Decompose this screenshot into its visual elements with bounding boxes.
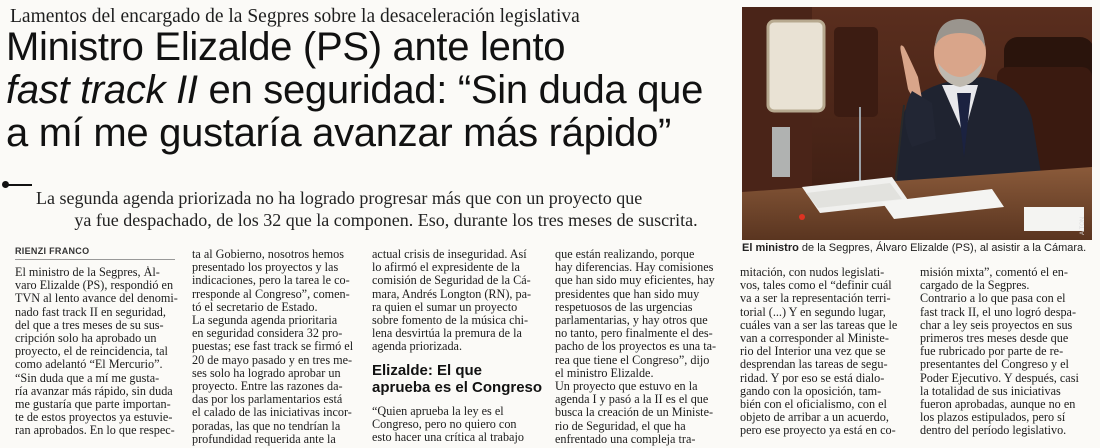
text-line: Congreso, pero no quiero con — [372, 417, 517, 431]
body-column-2 — [192, 248, 355, 446]
body-column-1 — [15, 266, 178, 438]
text-line: La segunda agenda prioritaria — [192, 314, 338, 328]
text-line: agenda priorizada. — [372, 340, 463, 354]
text-line: das por los parlamentarios está — [192, 393, 343, 407]
text-line: proyecto. Entre las razones da- — [192, 380, 343, 394]
headline-line-2-rest: en seguridad: “Sin duda que — [197, 68, 704, 112]
caption-text: de la Segpres, Álvaro Elizalde (PS), al asistir a la Cámara. — [798, 242, 1087, 254]
text-line: ría avanzar más rápido, sin duda — [15, 384, 173, 398]
text-line: poradas, las que no tendrían la — [192, 419, 341, 433]
text-line: puestas; ese fast track se firmó el — [192, 340, 354, 354]
lead-line-2: ya fue despachado, de los 32 que la componen. Eso, durante los tres meses de suscrita. — [74, 210, 698, 230]
headline-italic-term: fast track II — [6, 68, 198, 112]
photo-caption — [742, 242, 1092, 255]
headline-line-3: a mí me gustaría avanzar más rápido” — [6, 111, 672, 155]
text-line: lo afirmó el expresidente de la — [372, 261, 520, 275]
text-line: va a ser la representación terri- — [740, 292, 891, 306]
text-line: van a corresponder al Ministe- — [740, 332, 889, 346]
text-line: profundidad requerida ante la — [192, 432, 336, 446]
text-line: TVN al lento avance del denomi- — [15, 292, 178, 306]
text-line: ran aprobados. En lo que respec- — [15, 424, 175, 438]
lead-line-1: La segunda agenda priorizada no ha logrado progresar más que con un proyecto que — [36, 188, 643, 208]
column-3-bottom — [372, 405, 542, 445]
text-line: no tanto, pero finalmente el des- — [555, 327, 713, 341]
text-line: enfrentado una compleja tra- — [555, 432, 696, 446]
subhead-line-2: aprueba es el Congreso — [372, 378, 542, 396]
text-line: los plazos estipulados, pero sí — [920, 411, 1066, 425]
body-column-4 — [555, 248, 718, 446]
headline-line-1: Ministro Elizalde (PS) ante lento — [6, 25, 566, 69]
text-line: ridad. Y por eso se está dialo- — [740, 371, 885, 385]
text-line: actual crisis de inseguridad. Así — [372, 248, 527, 261]
text-line: “Quien aprueba la ley es el — [372, 404, 504, 418]
article-headline — [6, 26, 736, 155]
headline-line-2 — [6, 69, 736, 112]
text-line: fueron aprobadas, aunque no en — [920, 398, 1076, 412]
photo-illustration — [742, 7, 1092, 240]
text-line: el ministro Elizalde. — [555, 366, 654, 380]
text-line: vos, tales como el “definir cuál — [740, 279, 892, 293]
text-line: dentro del período legislativo. — [920, 424, 1067, 438]
text-line: en seguridad considera 32 pro- — [192, 327, 343, 341]
photo-credit: A.TON — [1080, 216, 1086, 235]
text-line: El ministro de la Segpres, Ál- — [15, 266, 160, 279]
text-line: mitación, con nudos legislati- — [740, 266, 885, 279]
text-line: cargado de la Segpres. — [920, 279, 1030, 293]
text-line: Contrario a lo que pasa con el — [920, 292, 1066, 306]
text-line: busca la creación de un Ministe- — [555, 406, 714, 420]
body-column-6 — [920, 266, 1083, 438]
text-line: proyecto, el de reincidencia, tal — [15, 345, 168, 359]
text-line: pacho de los proyectos es una ta- — [555, 340, 717, 354]
text-line: que han sido muy eficientes, hay — [555, 274, 715, 288]
text-line: objeto de arribar a un acuerdo, — [740, 411, 889, 425]
text-line: tó el secretario de Estado. — [192, 300, 318, 314]
text-line: rio de Seguridad, el que ha — [555, 419, 686, 433]
text-line: presidentes que han sido muy — [555, 287, 700, 301]
text-line: torial (...) Y en segundo lugar, — [740, 305, 886, 319]
byline: RIENZI FRANCO — [15, 246, 90, 256]
text-line: rresponde al Congreso”, comen- — [192, 287, 350, 301]
subhead-line-1: Elizalde: El que — [372, 361, 483, 379]
text-line: cripción solo ha aprobado un — [15, 332, 157, 346]
text-line: indicaciones, pero la tarea le co- — [192, 274, 350, 288]
text-line: desprendan las tareas de segu- — [740, 358, 888, 372]
text-line: mara, Andrés Longton (RN), pa- — [372, 287, 532, 301]
text-line: agenda I y pasó a la II es el que — [555, 393, 709, 407]
text-line: sobre fomento de la música chi- — [372, 314, 529, 328]
text-line: del que a tres meses de su sus- — [15, 318, 164, 332]
article-lead — [36, 187, 736, 231]
text-line: nado fast track II en seguridad, — [15, 305, 166, 319]
column-3-top — [372, 248, 542, 354]
article-photo — [742, 7, 1092, 240]
text-line: Un proyecto que estuvo en la — [555, 380, 698, 394]
text-line: rio del Interior una vez que se — [740, 345, 886, 359]
text-line: lena desvirtúa la premura de la — [372, 327, 522, 341]
text-line: fast track II, el uno logró despa- — [920, 305, 1077, 319]
text-line: rea que tiene el Congreso”, dijo — [555, 353, 710, 367]
body-column-3 — [372, 248, 542, 444]
text-line: misión mixta”, comentó el en- — [920, 266, 1068, 279]
section-subhead — [372, 362, 542, 396]
text-line: bién con el oficialismo, con el — [740, 398, 887, 412]
text-line: “Sin duda que a mí me gusta- — [15, 371, 160, 385]
text-line: ta al Gobierno, nosotros hemos — [192, 248, 344, 261]
text-line: ra quien el sumar un proyecto — [372, 300, 518, 314]
text-line: presentado los proyectos y las — [192, 261, 339, 275]
text-line: esto hacer una crítica al trabajo — [372, 431, 524, 445]
text-line: 20 de mayo pasado y en tres me- — [192, 353, 353, 367]
text-line: presentantes del Congreso y el — [920, 358, 1069, 372]
text-line: comisión de Seguridad de la Cá- — [372, 274, 531, 288]
text-line: la totalidad de sus iniciativas — [920, 384, 1061, 398]
text-line: primeros tres meses desde que — [920, 332, 1069, 346]
text-line: que están realizando, porque — [555, 248, 695, 261]
text-line: te de estos proyectos ya estuvie- — [15, 411, 173, 425]
text-line: parlamentarias, y hay otros que — [555, 314, 708, 328]
text-line: gando con la oposición, tam- — [740, 384, 882, 398]
byline-divider — [15, 259, 175, 260]
text-line: respetuosos de las urgencias — [555, 300, 693, 314]
text-line: hay diferencias. Hay comisiones — [555, 261, 714, 275]
lead-bullet-icon — [4, 184, 32, 186]
text-line: char a ley seis proyectos en sus — [920, 318, 1073, 332]
article-kicker: Lamentos del encargado de la Segpres sobre la desaceleración legislativa — [10, 6, 580, 27]
text-line: el calado de las iniciativas incor- — [192, 406, 352, 420]
text-line: varo Elizalde (PS), respondió en — [15, 279, 174, 293]
text-line: Poder Ejecutivo. Y después, casi — [920, 371, 1079, 385]
text-line: me gustaría que parte importan- — [15, 398, 171, 412]
caption-bold: El ministro — [742, 242, 799, 254]
text-line: fue rubricado por parte de re- — [920, 345, 1064, 359]
text-line: ses solo ha logrado aprobar un — [192, 366, 341, 380]
text-line: cuáles van a ser las tareas que le — [740, 318, 898, 332]
text-line: como adelantó “El Mercurio”. — [15, 358, 163, 372]
text-line: pero ese proyecto ya está en co- — [740, 424, 896, 438]
body-column-5 — [740, 266, 903, 438]
